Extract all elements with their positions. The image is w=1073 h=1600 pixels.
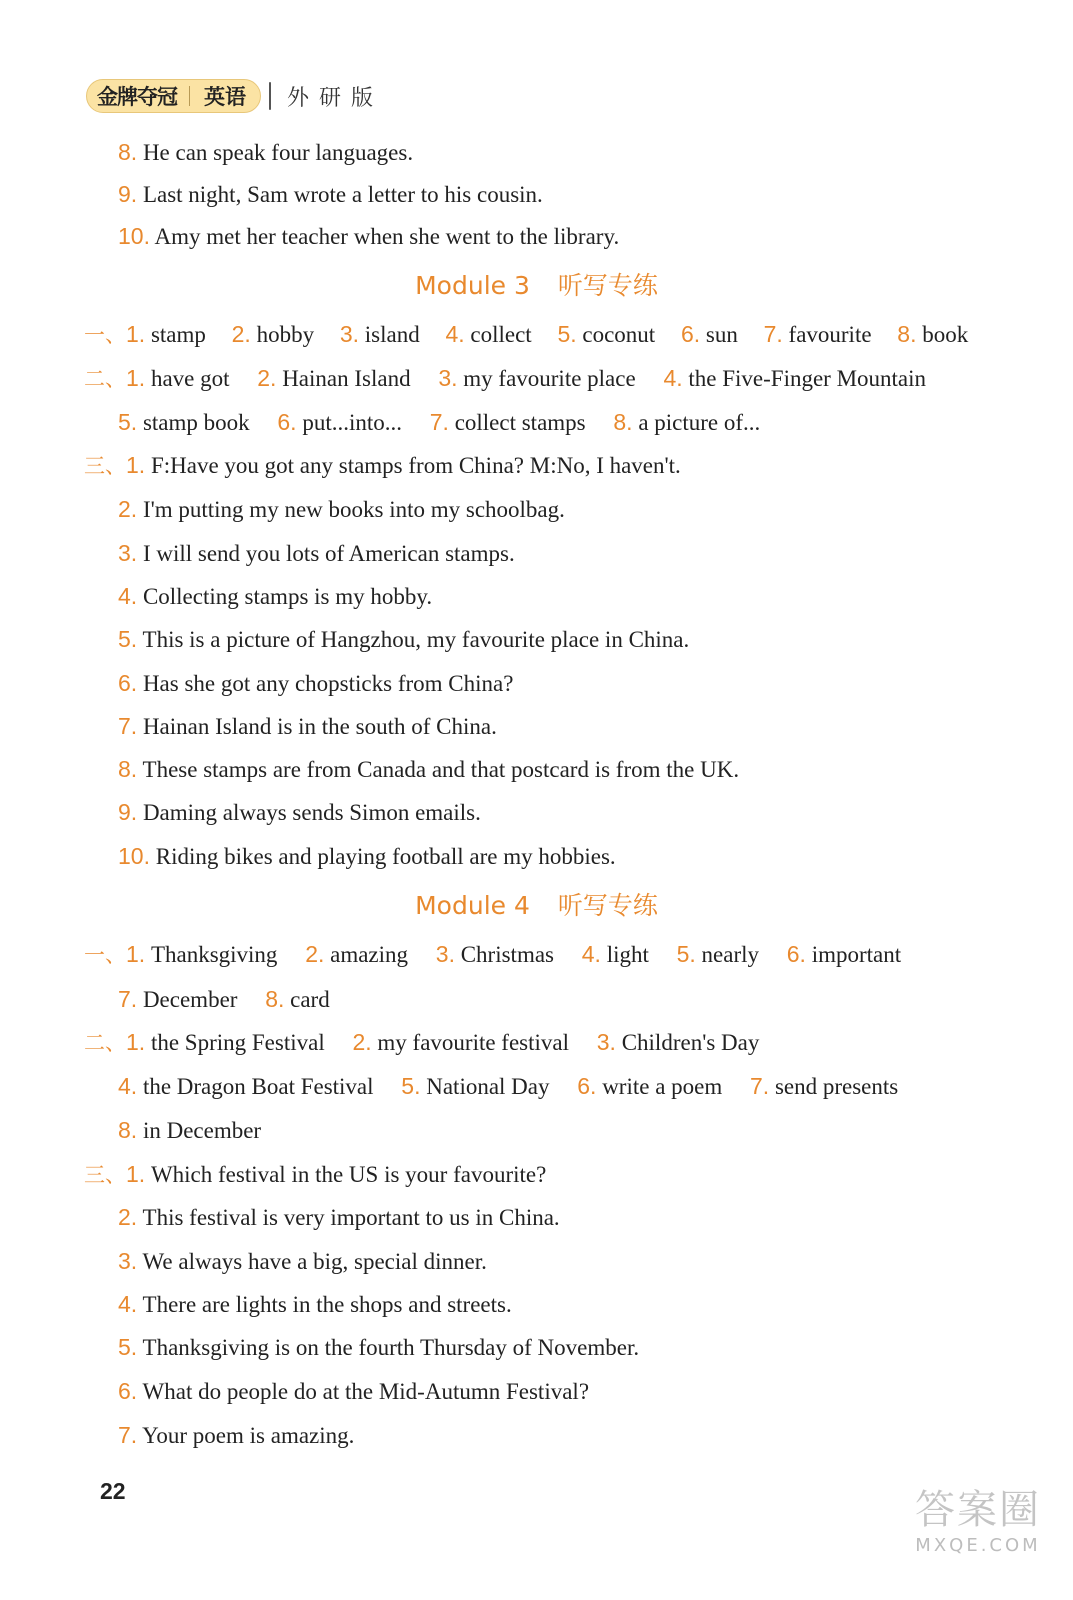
badge-divider bbox=[189, 86, 190, 106]
brand-name: 金牌夺冠 bbox=[97, 85, 177, 109]
answer-row: 一、1. stamp 2. hobby 3. island 4. collect 5. coconut 6. sun 7. favourite 8. book bbox=[84, 321, 969, 347]
answer-line: 8. He can speak four languages. bbox=[118, 139, 414, 165]
answer-row: 7. December 8. card bbox=[118, 986, 330, 1012]
section-label: 三、 bbox=[84, 454, 126, 478]
answer-line: 9. Last night, Sam wrote a letter to his cousin. bbox=[118, 181, 543, 207]
answer-line: 10. Riding bikes and playing football are my hobbies. bbox=[118, 843, 616, 869]
subject-name: 英语 bbox=[204, 85, 246, 109]
answer-line: 6. Has she got any chopsticks from China? bbox=[118, 670, 514, 696]
module-subtitle: 听写专练 bbox=[557, 271, 658, 300]
watermark-url: MXQE.COM bbox=[915, 1535, 1041, 1556]
section-label: 一、 bbox=[84, 323, 126, 347]
module-heading bbox=[0, 886, 1073, 922]
answer-line: 2. I'm putting my new books into my schoolbag. bbox=[118, 496, 565, 522]
answer-line: 3. We always have a big, special dinner. bbox=[118, 1248, 487, 1274]
module-heading bbox=[0, 266, 1073, 302]
header-divider bbox=[269, 82, 271, 110]
answer-line: 7. Your poem is amazing. bbox=[118, 1422, 355, 1448]
module-title: Module 3 bbox=[415, 271, 530, 300]
answer-line: 三、1. F:Have you got any stamps from China? M:No, I haven't. bbox=[84, 452, 681, 478]
answer-line: 10. Amy met her teacher when she went to the library. bbox=[118, 223, 620, 249]
watermark bbox=[915, 1478, 1041, 1556]
answer-line: 2. This festival is very important to us in China. bbox=[118, 1204, 560, 1230]
answer-line: 4. Collecting stamps is my hobby. bbox=[118, 583, 433, 609]
answer-line: 4. There are lights in the shops and streets. bbox=[118, 1291, 512, 1317]
answer-line: 6. What do people do at the Mid-Autumn Festival? bbox=[118, 1378, 590, 1404]
book-header bbox=[86, 78, 383, 114]
watermark-logo-text: 答案圈 bbox=[915, 1487, 1041, 1533]
page-number: 22 bbox=[100, 1478, 126, 1504]
section-label: 一、 bbox=[84, 943, 126, 967]
answer-row: 二、1. the Spring Festival 2. my favourite festival 3. Children's Day bbox=[84, 1029, 760, 1055]
answer-line: 三、1. Which festival in the US is your favourite? bbox=[84, 1161, 547, 1187]
edition-name: 外研版 bbox=[287, 85, 384, 111]
section-label: 三、 bbox=[84, 1163, 126, 1187]
answer-line: 5. This is a picture of Hangzhou, my favourite place in China. bbox=[118, 626, 690, 652]
answer-row: 4. the Dragon Boat Festival 5. National Day 6. write a poem 7. send presents bbox=[118, 1073, 899, 1099]
answer-line: 5. Thanksgiving is on the fourth Thursday of November. bbox=[118, 1334, 640, 1360]
answer-line: 3. I will send you lots of American stamps. bbox=[118, 540, 515, 566]
section-label: 二、 bbox=[84, 1031, 126, 1055]
answer-row: 二、1. have got 2. Hainan Island 3. my favourite place 4. the Five-Finger Mountain bbox=[84, 365, 927, 391]
module-subtitle: 听写专练 bbox=[557, 891, 658, 920]
answer-line: 7. Hainan Island is in the south of China. bbox=[118, 713, 497, 739]
answer-row: 一、1. Thanksgiving 2. amazing 3. Christmas 4. light 5. nearly 6. important bbox=[84, 941, 902, 967]
answer-line: 9. Daming always sends Simon emails. bbox=[118, 799, 481, 825]
answer-row: 5. stamp book 6. put...into... 7. collect stamps 8. a picture of... bbox=[118, 409, 761, 435]
answer-row: 8. in December bbox=[118, 1117, 262, 1143]
answer-line: 8. These stamps are from Canada and that postcard is from the UK. bbox=[118, 756, 740, 782]
section-label: 二、 bbox=[84, 367, 126, 391]
module-title: Module 4 bbox=[415, 891, 530, 920]
brand-badge bbox=[86, 79, 261, 113]
